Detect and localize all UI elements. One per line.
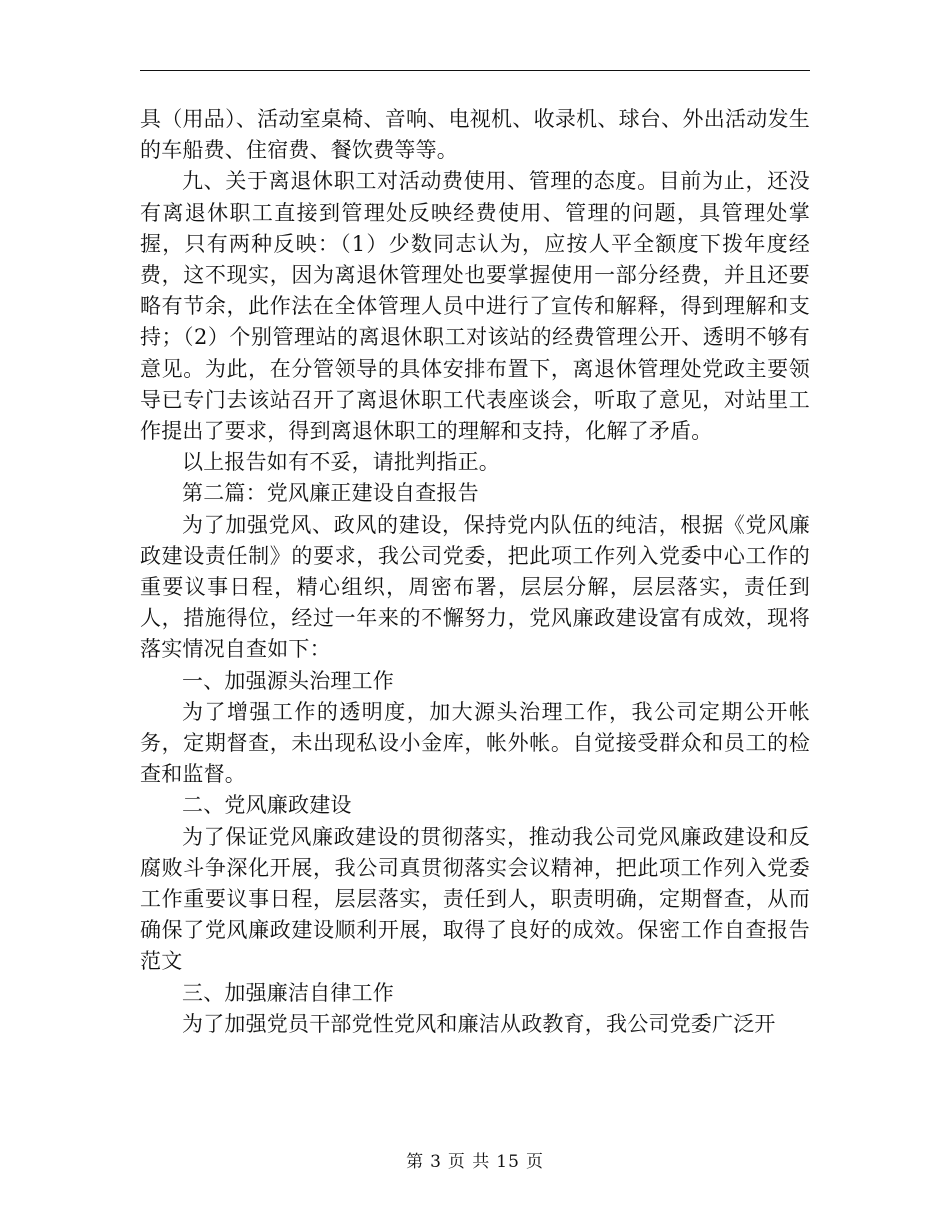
paragraph: 为了加强党风、政风的建设，保持党内队伍的纯洁，根据《党风廉政建设责任制》的要求，我公司党委，把此项工作列入党委中心工作的重要议事日程，精心组织，周密布署，层层分解，层层落实，责任到人，措施得位，经过一年来的不懈努力，党风廉政建设富有成效，现将落实情况自查如下： — [140, 512, 810, 662]
footer-total-pages: 15 — [496, 1152, 520, 1172]
header-rule — [140, 70, 810, 71]
footer-middle: 页 共 — [447, 1152, 491, 1172]
page-footer — [0, 1150, 950, 1174]
paragraph: 为了加强党员干部党性党风和廉洁从政教育，我公司党委广泛开 — [182, 1011, 776, 1036]
footer-page-number: 3 — [430, 1152, 442, 1172]
paragraph: 九、关于离退休职工对活动费使用、管理的态度。目前为止，还没有离退休职工直接到管理处反映经费使用、管理的问题，具管理处掌握，只有两种反映：（1）少数同志认为，应按人平全额度下拨年度经费，这不现实，因为离退休管理处也要掌握使用一部分经费，并且还要略有节余，此作法在全体管理人员中进行了宣传和解释，得到理解和支持；（2）个别管理站的离退休职工对该站的经费管理公开、透明不够有意见。为此，在分管领导的具体安排布置下，离退休管理处党政主要领导已专门去该站召开了离退休职工代表座谈会，听取了意见，对站里工作提出了要求，得到离退休职工的理解和支持，化解了矛盾。 — [140, 169, 810, 444]
paragraph: 以上报告如有不妥，请批判指正。 — [182, 450, 500, 475]
section-title: 第二篇：党风廉正建设自查报告 — [182, 481, 479, 506]
footer-suffix: 页 — [525, 1152, 544, 1172]
section-heading: 二、党风廉政建设 — [182, 793, 352, 818]
section-heading: 三、加强廉洁自律工作 — [182, 980, 394, 1005]
section-heading: 一、加强源头治理工作 — [182, 668, 394, 693]
paragraph: 具（用品）、活动室桌椅、音响、电视机、收录机、球台、外出活动发生的车船费、住宿费、餐饮费等等。 — [140, 107, 810, 163]
paragraph: 为了保证党风廉政建设的贯彻落实，推动我公司党风廉政建设和反腐败斗争深化开展，我公司真贯彻落实会议精神，把此项工作列入党委工作重要议事日程，层层落实，责任到人，职责明确，定期督查，从而确保了党风廉政建设顺利开展，取得了良好的成效。保密工作自查报告范文 — [140, 824, 810, 974]
document-body — [140, 104, 810, 1040]
paragraph: 为了增强工作的透明度，加大源头治理工作，我公司定期公开帐务，定期督查，未出现私设小金库，帐外帐。自觉接受群众和员工的检查和监督。 — [140, 699, 810, 787]
footer-prefix: 第 — [406, 1152, 425, 1172]
